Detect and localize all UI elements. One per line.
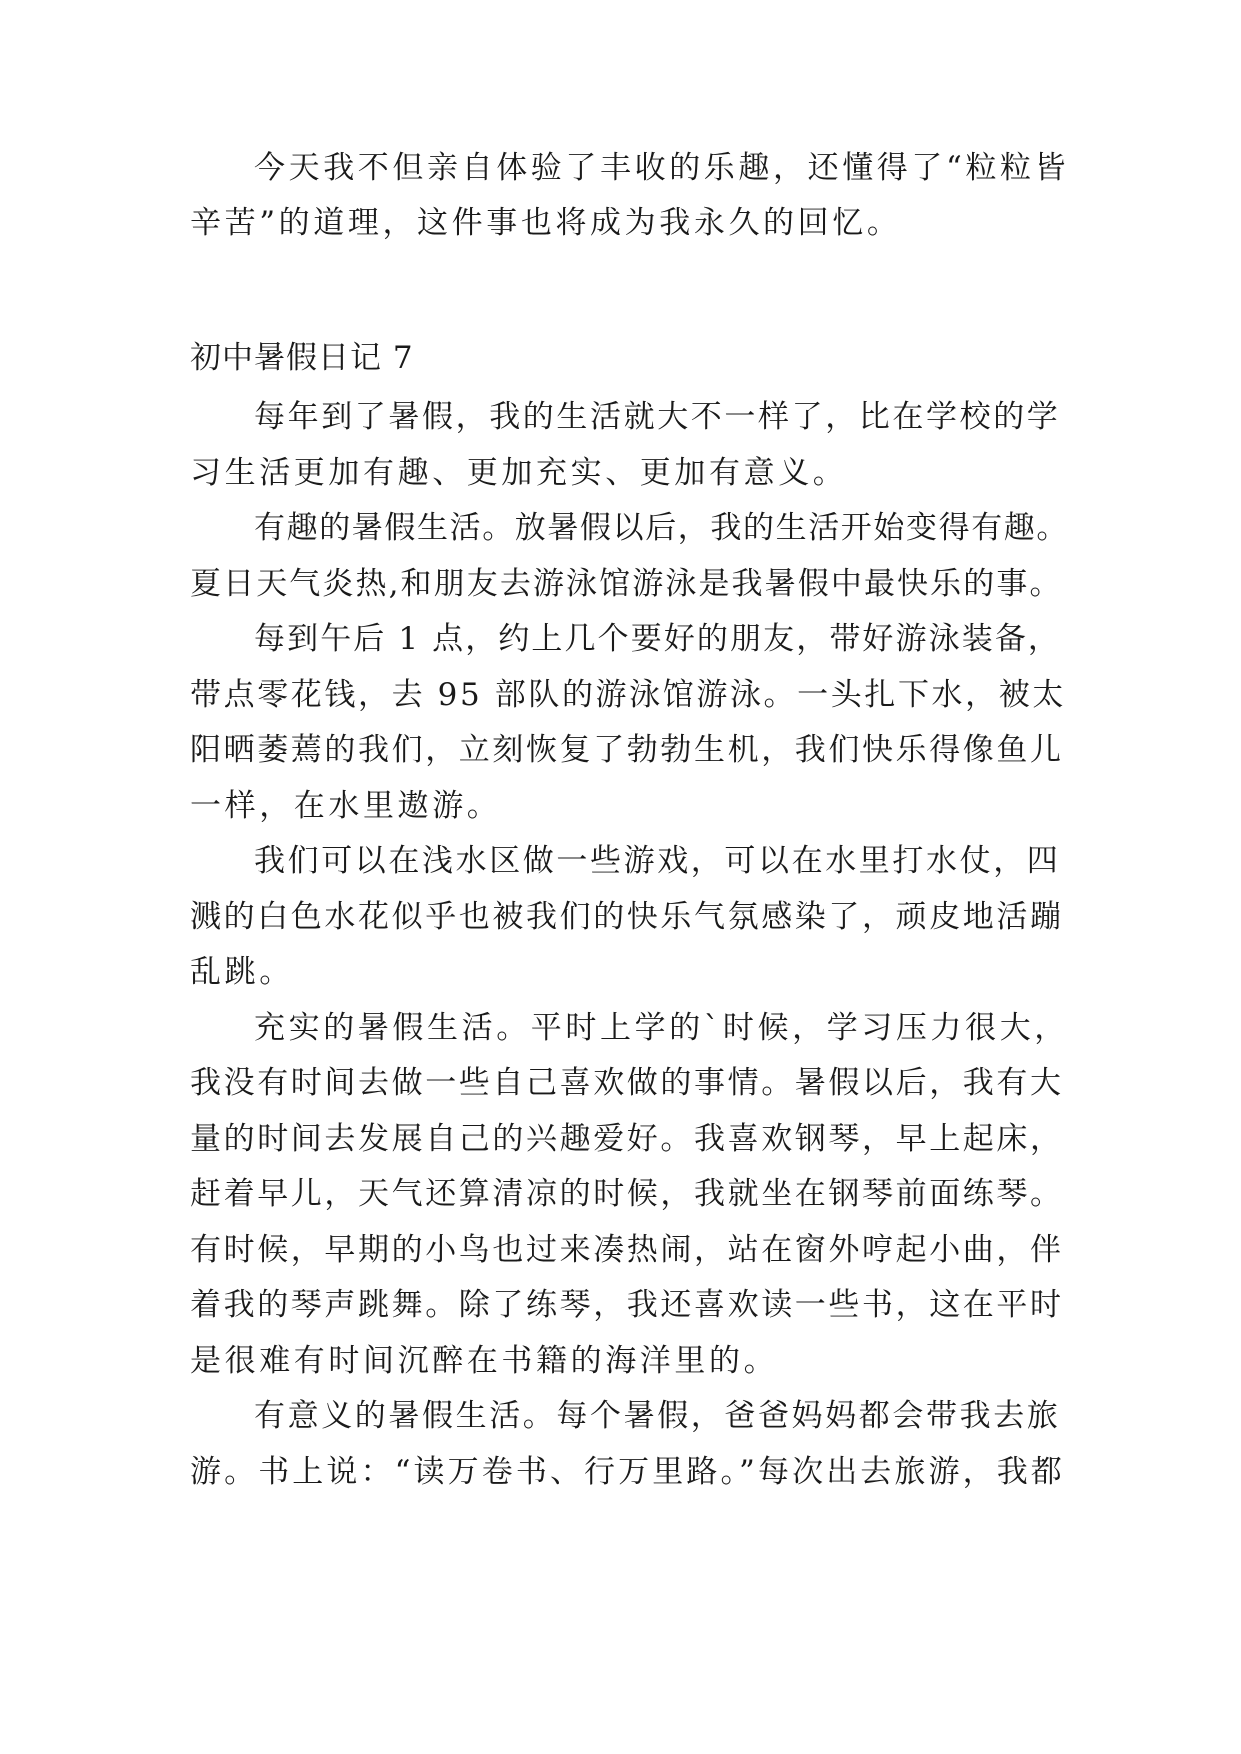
paragraph-line: 充实的暑假生活。平时上学的`时候，学习压力很大， [254, 1010, 1069, 1046]
paragraph-line: 带点零花钱，去 95 部队的游泳馆游泳。一头扎下水，被太 [190, 677, 1066, 713]
paragraph-line: 夏日天气炎热,和朋友去游泳馆游泳是我暑假中最快乐的事。 [190, 566, 1063, 602]
paragraph-line: 每到午后 1 点，约上几个要好的朋友，带好游泳装备， [254, 621, 1062, 657]
paragraph-line: 是很难有时间沉醉在书籍的海洋里的。 [190, 1343, 779, 1379]
paragraph-line: 有时候，早期的小鸟也过来凑热闹，站在窗外哼起小曲，伴 [190, 1232, 1064, 1268]
paragraph-line: 赶着早儿，天气还算清凉的时候，我就坐在钢琴前面练琴。 [190, 1176, 1064, 1212]
paragraph-line: 有趣的暑假生活。放暑假以后，我的生活开始变得有趣。 [254, 510, 1069, 546]
paragraph-line: 有意义的暑假生活。每个暑假，爸爸妈妈都会带我去旅 [254, 1398, 1061, 1434]
paragraph-line: 习生活更加有趣、更加充实、更加有意义。 [190, 455, 848, 491]
paragraph-line: 着我的琴声跳舞。除了练琴，我还喜欢读一些书，这在平时 [190, 1287, 1064, 1323]
paragraph-line: 我没有时间去做一些自己喜欢做的事情。暑假以后，我有大 [190, 1065, 1064, 1101]
paragraph-line: 量的时间去发展自己的兴趣爱好。我喜欢钢琴，早上起床， [190, 1121, 1064, 1157]
paragraph-line: 今天我不但亲自体验了丰收的乐趣，还懂得了“粒粒皆 [254, 150, 1070, 186]
paragraph-line: 乱跳。 [190, 954, 294, 990]
paragraph-line: 每年到了暑假，我的生活就大不一样了，比在学校的学 [254, 399, 1061, 435]
paragraph-line: 一样，在水里遨游。 [190, 788, 502, 824]
paragraph-line: 溅的白色水花似乎也被我们的快乐气氛感染了，顽皮地活蹦 [190, 899, 1064, 935]
section-heading: 初中暑假日记 7 [190, 340, 414, 376]
paragraph-line: 辛苦”的道理，这件事也将成为我永久的回忆。 [190, 205, 902, 241]
paragraph-line: 阳晒萎蔫的我们，立刻恢复了勃勃生机，我们快乐得像鱼儿 [190, 732, 1064, 768]
paragraph-line: 我们可以在浅水区做一些游戏，可以在水里打水仗，四 [254, 843, 1061, 879]
paragraph-line: 游。书上说：“读万卷书、行万里路。”每次出去旅游，我都 [190, 1454, 1065, 1490]
